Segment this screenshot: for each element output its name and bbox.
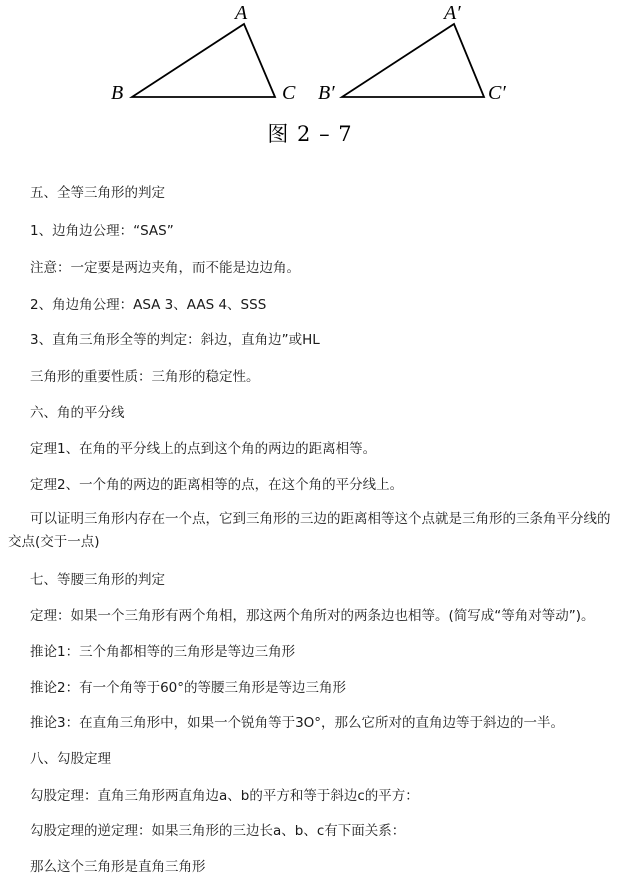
hl-criterion: 3、直角三角形全等的判定：斜边，直角边”或HL bbox=[30, 332, 320, 348]
corollary-3: 推论3：在直角三角形中，如果一个锐角等于3O°，那么它所对的直角边等于斜边的一半。 bbox=[30, 715, 565, 731]
section-heading-isosceles: 七、等腰三角形的判定 bbox=[30, 572, 165, 588]
isosceles-theorem: 定理：如果一个三角形有两个角相，那这两个角所对的两条边也相等。(简写成“等角对等动”)。 bbox=[30, 608, 595, 624]
vertex-label-c: C bbox=[282, 82, 296, 104]
pythagorean-theorem: 勾股定理：直角三角形两直角边a、b的平方和等于斜边c的平方： bbox=[30, 788, 419, 804]
corollary-1: 推论1：三个角都相等的三角形是等边三角形 bbox=[30, 644, 296, 660]
vertex-label-b: B bbox=[111, 82, 124, 104]
sas-axiom: 1、边角边公理：“SAS” bbox=[30, 223, 174, 239]
figure-caption: 图 2 – 7 bbox=[267, 122, 353, 146]
vertex-label-a: A bbox=[235, 2, 248, 24]
section-heading-bisector: 六、角的平分线 bbox=[30, 405, 125, 421]
incenter-paragraph: 可以证明三角形内存在一个点，它到三角形的三边的距离相等这个点就是三角形的三条角平分线的交点(交于一点) bbox=[8, 511, 611, 550]
triangle-stability: 三角形的重要性质：三角形的稳定性。 bbox=[30, 369, 260, 385]
triangle-abc bbox=[132, 24, 275, 97]
triangle-figure bbox=[0, 0, 620, 160]
section-heading-congruence: 五、全等三角形的判定 bbox=[30, 185, 165, 201]
vertex-label-a-prime: A′ bbox=[444, 2, 461, 24]
triangle-abc-prime bbox=[342, 24, 484, 97]
vertex-label-b-prime: B′ bbox=[318, 82, 335, 104]
sas-note: 注意：一定要是两边夹角，而不能是边边角。 bbox=[30, 260, 300, 276]
bisector-theorem-1: 定理1、在角的平分线上的点到这个角的两边的距离相等。 bbox=[30, 441, 377, 457]
bisector-theorem-2: 定理2、一个角的两边的距离相等的点，在这个角的平分线上。 bbox=[30, 477, 404, 493]
vertex-label-c-prime: C′ bbox=[488, 82, 506, 104]
right-triangle-conclusion: 那么这个三角形是直角三角形 bbox=[30, 859, 206, 875]
asa-axiom: 2、角边角公理：ASA 3、AAS 4、SSS bbox=[30, 297, 267, 313]
section-heading-pythagorean: 八、勾股定理 bbox=[30, 751, 111, 767]
pythagorean-converse: 勾股定理的逆定理：如果三角形的三边长a、b、c有下面关系： bbox=[30, 823, 406, 839]
corollary-2: 推论2：有一个角等于60°的等腰三角形是等边三角形 bbox=[30, 680, 347, 696]
